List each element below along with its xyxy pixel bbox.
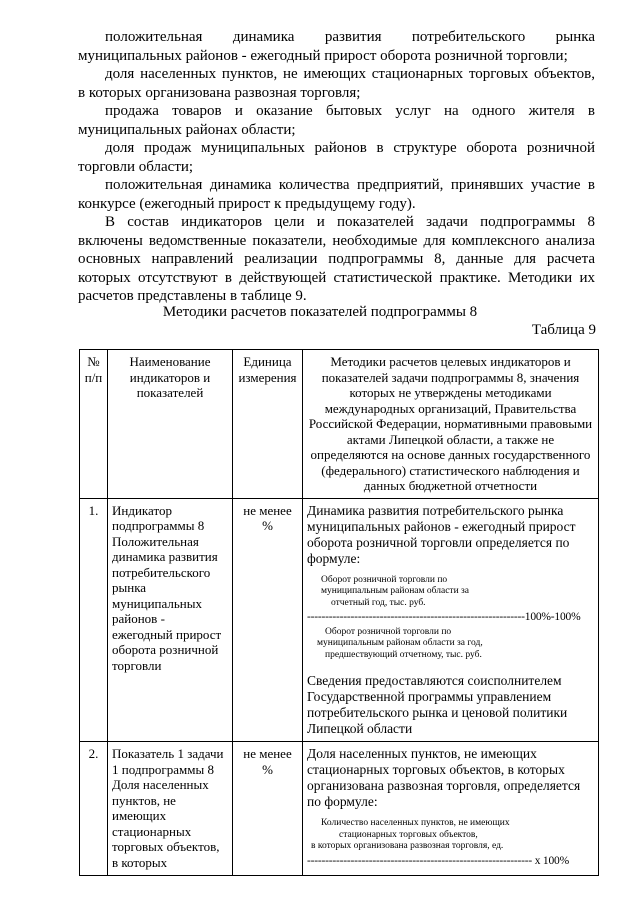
header-num: № п/п	[80, 350, 108, 499]
text-line: расчетов представлены в таблице 9.	[78, 288, 307, 304]
row-num: 2.	[80, 742, 108, 876]
text-line: которых отсутствуют в действующей статистической практике. Методики их	[78, 269, 595, 286]
formula	[307, 818, 594, 867]
formula-numerator-line: стационарных торговых объектов,	[339, 829, 478, 840]
text-line: муниципальных районах области;	[78, 121, 296, 138]
row-method	[303, 742, 599, 876]
table-caption: Методики расчетов показателей подпрограммы 8	[162, 304, 478, 320]
text-line: конкурсе (ежегодный прирост к предыдущему году).	[78, 195, 416, 212]
text-line: торговли области;	[78, 158, 194, 175]
row-name: Показатель 1 задачи 1 подпрограммы 8 Доля населенных пунктов, не имеющих стационарных торговых объектов, в которых	[108, 742, 233, 876]
text-line: муниципальных районов - ежегодный прирост оборота розничной торговли;	[78, 47, 568, 64]
table-row	[80, 498, 599, 742]
formula-denominator-line: Оборот розничной торговли по	[325, 626, 452, 637]
text-line: доля продаж муниципальных районов в структуре оборота розничной	[105, 140, 595, 156]
formula-numerator-line: в которых организована развозная торговля, ед.	[311, 841, 504, 851]
text-line: продажа товаров и оказание бытовых услуг на одного жителя в	[105, 103, 595, 119]
formula-fraction-line: ------------------------------------------------------------100%-100%	[307, 612, 581, 623]
formula-numerator-line: отчетный год, тыс. руб.	[331, 597, 426, 608]
methods-table	[79, 349, 599, 876]
formula-fraction-line: -------------------------------------------------------------- x 100%	[307, 855, 569, 867]
table-number: Таблица 9	[531, 322, 596, 338]
text-line: включены ведомственные показатели, необходимые для комплексного анализа	[78, 232, 595, 249]
method-text: Динамика развития потребительского рынка муниципальных районов - ежегодный прирост оборота розничной торговли определяется по формуле:	[307, 502, 576, 566]
text-line: положительная динамика количества предприятий, принявших участие в	[105, 177, 595, 193]
formula-numerator-line: муниципальным районам области за	[321, 586, 469, 596]
text-line: В состав индикаторов цели и показателей задачи подпрограммы 8	[105, 214, 595, 230]
table-header-row	[80, 350, 599, 499]
row-method	[303, 498, 599, 742]
intro-text	[78, 28, 595, 306]
text-line: доля населенных пунктов, не имеющих стационарных торговых объектов,	[105, 66, 595, 82]
text-line: в которых организована развозная торговля;	[78, 84, 361, 101]
row-name: Индикатор подпрограммы 8 Положительная динамика развития потребительского рынка муниципальных районов - ежегодный прирост оборота розничной торговли	[108, 498, 233, 742]
table-row	[80, 742, 599, 876]
text-line: положительная динамика развития потребительского рынка	[105, 29, 595, 45]
header-method: Методики расчетов целевых индикаторов и показателей задачи подпрограммы 8, значения которых не утверждены методиками международных организаций, Правительства Российской Федерации, нормативными правовыми актами Липецкой области, а также не определяются на основе данных государственного (федерального) статистического наблюдения и данных бюджетной отчетности	[303, 350, 599, 499]
formula-denominator-line: предшествующий отчетному, тыс. руб.	[325, 649, 482, 660]
formula-denominator-line: муниципальным районам области за год,	[317, 638, 483, 648]
method-note: Сведения предоставляются соисполнителем Государственной программы управлением потребительского рынка и ценовой политики Липецкой области	[307, 673, 568, 736]
text-line: основных направлений реализации подпрограммы 8, данные для расчета	[78, 251, 595, 267]
method-text: Доля населенных пунктов, не имеющих стационарных торговых объектов, в которых организована развозная торговля, определяется по формуле:	[307, 746, 581, 809]
formula-numerator-line: Количество населенных пунктов, не имеющих	[321, 818, 510, 828]
formula-numerator-line: Оборот розничной торговли по	[321, 574, 448, 585]
formula	[307, 575, 594, 662]
row-num: 1.	[80, 498, 108, 742]
row-unit: не менее %	[233, 498, 303, 742]
header-unit: Единица измерения	[233, 350, 303, 499]
row-unit: не менее %	[233, 742, 303, 876]
header-name: Наименование индикаторов и показателей	[108, 350, 233, 499]
